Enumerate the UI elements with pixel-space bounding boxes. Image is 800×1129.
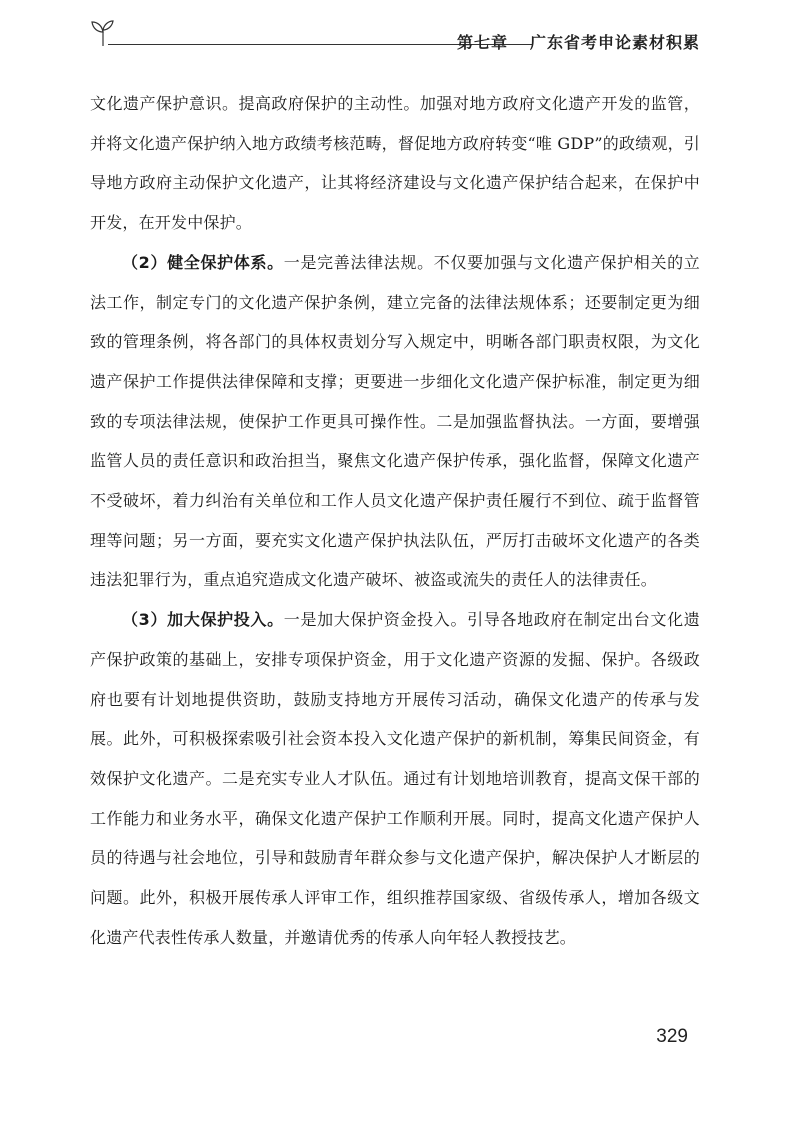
page-number: 329 <box>656 1026 688 1047</box>
paragraph <box>90 600 700 957</box>
paragraph-text: 一是加大保护资金投入。引导各地政府在制定出台文化遗产保护政策的基础上，安排专项保护资金，用于文化遗产资源的发掘、保护。各级政府也要有计划地提供资助，鼓励支持地方开展传习活动，确保文化遗产的传承与发展。此外，可积极探索吸引社会资本投入文化遗产保护的新机制，筹集民间资金，有效保护文化遗产。二是充实专业人才队伍。通过有计划地培训教育，提高文保干部的工作能力和业务水平，确保文化遗产保护工作顺利开展。同时，提高文化遗产保护人员的待遇与社会地位，引导和鼓励青年群众参与文化遗产保护，解决保护人才断层的问题。此外，积极开展传承人评审工作，组织推荐国家级、省级传承人，增加各级文化遗产代表性传承人数量，并邀请优秀的传承人向年轻人教授技艺。 <box>90 610 700 947</box>
paragraph-heading: （3）加大保护投入。 <box>122 610 284 630</box>
paragraph-heading: （2）健全保护体系。 <box>122 252 284 272</box>
paragraph <box>90 84 700 243</box>
chapter-title: 广东省考申论素材积累 <box>529 33 700 52</box>
header-title <box>457 30 700 53</box>
paragraph-text: 文化遗产保护意识。提高政府保护的主动性。加强对地方政府文化遗产开发的监管，并将文化遗产保护纳入地方政绩考核范畴，督促地方政府转变“唯 GDP”的政绩观，引导地方政府主动保护文化遗产，让其将经济建设与文化遗产保护结合起来，在保护中开发，在开发中保护。 <box>90 94 700 233</box>
paragraph <box>90 243 700 600</box>
chapter-label: 第七章 <box>456 33 508 52</box>
body-text <box>90 84 700 957</box>
paragraph-text: 一是完善法律法规。不仅要加强与文化遗产保护相关的立法工作，制定专门的文化遗产保护条例，建立完备的法律法规体系；还要制定更为细致的管理条例，将各部门的具体权责划分写入规定中，明晰各部门职责权限，为文化遗产保护工作提供法律保障和支撑；更要进一步细化文化遗产保护标准，制定更为细致的专项法律法规，使保护工作更具可操作性。二是加强监督执法。一方面，要增强监管人员的责任意识和政治担当，聚焦文化遗产保护传承，强化监督，保障文化遗产不受破坏，着力纠治有关单位和工作人员文化遗产保护责任履行不到位、疏于监督管理等问题；另一方面，要充实文化遗产保护执法队伍，严厉打击破坏文化遗产的各类违法犯罪行为，重点追究造成文化遗产破坏、被盗或流失的责任人的法律责任。 <box>90 252 700 590</box>
running-header <box>88 16 700 56</box>
